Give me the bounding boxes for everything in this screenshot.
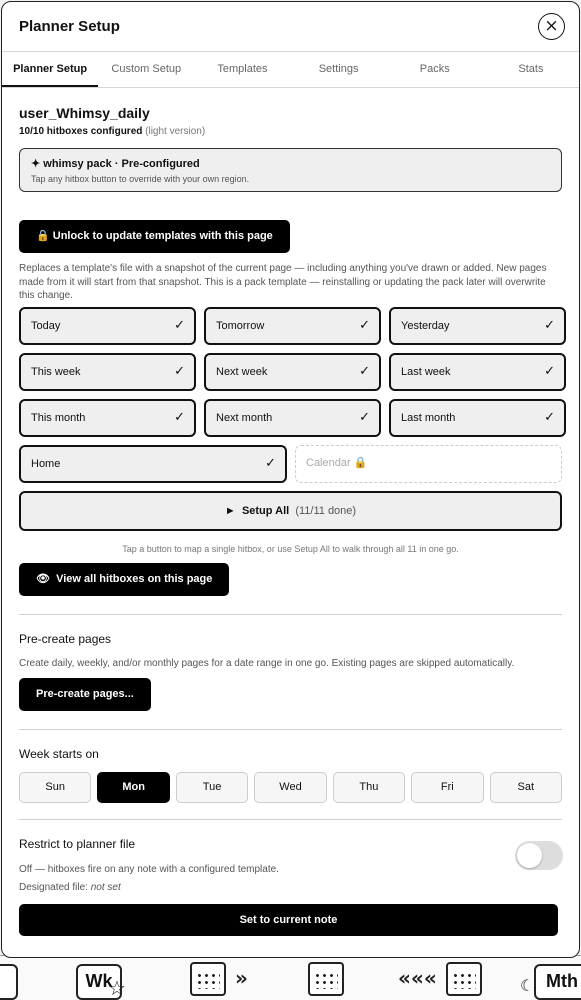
lock-icon: 🔒 [353, 456, 368, 469]
hitbox-label: This week [31, 365, 81, 378]
weekday-sat[interactable]: Sat [490, 772, 562, 803]
setup-all-button[interactable] [19, 491, 562, 531]
pack-box-title-text: whimsy pack · Pre-configured [43, 158, 200, 170]
toggle-knob [517, 843, 542, 868]
weekday-selector [19, 772, 562, 803]
checkmark-icon: ✓ [174, 317, 185, 333]
designated-file-label: Designated file: [19, 881, 88, 893]
hitbox-label: Calendar [306, 456, 351, 469]
restrict-status: Off — hitboxes fire on any note with a configured template. [19, 863, 279, 875]
pack-box-title [31, 157, 550, 170]
hitbox-button-this-month[interactable] [19, 399, 196, 437]
precreate-pages-button[interactable]: Pre-create pages... [19, 678, 151, 711]
modal-content [2, 105, 579, 936]
set-to-current-note-button[interactable]: Set to current note [19, 904, 558, 936]
restrict-title: Restrict to planner file [19, 836, 136, 851]
calendar-doodle-icon [446, 962, 482, 996]
precreate-description: Create daily, weekly, and/or monthly pages for a date range in one go. Existing pages are skipped automatically. [19, 657, 515, 669]
unlock-update-templates-button[interactable] [19, 220, 290, 253]
divider [19, 729, 562, 730]
weekday-mon[interactable]: Mon [97, 772, 169, 803]
configured-status [19, 126, 562, 137]
weekday-tue[interactable]: Tue [176, 772, 248, 803]
background-week-label: Wk [85, 971, 113, 991]
hitbox-button-last-month[interactable] [389, 399, 566, 437]
calendar-doodle-icon [190, 962, 226, 996]
designated-file-value: not set [90, 881, 121, 893]
back-arrows-icon: ««« [398, 966, 437, 990]
designated-file-line [19, 882, 562, 893]
hitbox-label: Home [31, 457, 61, 470]
hitbox-label: This month [31, 411, 86, 424]
pack-info-box [19, 148, 562, 192]
hitbox-label: Yesterday [401, 319, 450, 332]
checkmark-icon: ✓ [544, 317, 555, 333]
hitbox-label: Tomorrow [216, 319, 265, 332]
version-note: (light version) [145, 126, 206, 137]
tab-stats[interactable]: Stats [518, 63, 544, 75]
hitbox-label: Next month [216, 411, 273, 424]
divider [19, 819, 562, 820]
play-icon: ► [224, 504, 236, 517]
restrict-section [19, 837, 562, 893]
hitbox-label: Today [31, 319, 61, 332]
hitbox-label: Next week [216, 365, 268, 378]
view-all-hitboxes-button[interactable] [19, 563, 229, 596]
checkmark-icon: ✓ [544, 409, 555, 425]
restrict-toggle[interactable] [515, 841, 563, 870]
weekday-sun[interactable]: Sun [19, 772, 91, 803]
hitbox-button-next-month[interactable] [204, 399, 381, 437]
pack-box-subtitle: Tap any hitbox button to override with your own region. [31, 174, 250, 184]
sparkle-icon: ✦ [31, 158, 41, 170]
tab-planner-setup[interactable]: Planner Setup [2, 52, 98, 87]
checkmark-icon: ✓ [544, 363, 555, 379]
setup-all-label: Setup All [241, 504, 290, 517]
hitbox-button-tomorrow[interactable] [204, 307, 381, 345]
weekday-thu[interactable]: Thu [333, 772, 405, 803]
configured-count: 10/10 hitboxes configured [19, 126, 143, 137]
modal-title: Planner Setup [19, 18, 120, 35]
setup-all-progress: (11/11 done) [295, 504, 357, 517]
hitbox-label: Last week [401, 365, 451, 378]
unlock-description: Replaces a template's file with a snapshot of the current page — including anything you've drawn or added. New pages made from it will start from that snapshot. This is a pack template — reinstalling or updating the pack later will overwrite this change. [19, 263, 547, 301]
checkmark-icon: ✓ [359, 317, 370, 333]
calendar-doodle-icon [308, 962, 344, 996]
hitbox-grid [19, 307, 562, 437]
tab-packs[interactable]: Packs [419, 63, 450, 75]
hitbox-button-home[interactable] [19, 445, 287, 483]
tab-bar [2, 52, 579, 88]
eye-icon: 👁 [36, 572, 50, 585]
checkmark-icon: ✓ [174, 409, 185, 425]
weekday-fri[interactable]: Fri [411, 772, 483, 803]
hitbox-button-last-week[interactable] [389, 353, 566, 391]
pack-name: user_Whimsy_daily [19, 105, 150, 121]
modal-header [2, 2, 579, 52]
close-icon[interactable]: × [538, 13, 565, 40]
star-icon: ☆ [108, 976, 126, 1000]
checkmark-icon: ✓ [359, 363, 370, 379]
tab-templates[interactable]: Templates [217, 63, 268, 75]
checkmark-icon: ✓ [359, 409, 370, 425]
unlock-button-label: Unlock to update templates with this page [52, 230, 273, 242]
hitbox-button-calendar-locked [295, 445, 562, 483]
background-tile-left-edge [0, 964, 18, 1000]
view-all-label: View all hitboxes on this page [56, 572, 213, 585]
background-month-tile [534, 964, 581, 1000]
tab-custom-setup[interactable]: Custom Setup [111, 63, 182, 75]
planner-setup-modal [1, 1, 580, 958]
setup-hint: Tap a button to map a single hitbox, or use Setup All to walk through all 11 in one go. [122, 543, 459, 554]
weekday-wed[interactable]: Wed [254, 772, 326, 803]
precreate-title: Pre-create pages [19, 631, 112, 646]
background-month-label: Mth [546, 971, 578, 991]
hitbox-button-next-week[interactable] [204, 353, 381, 391]
checkmark-icon: ✓ [174, 363, 185, 379]
moon-icon: ☾ [520, 976, 535, 995]
week-start-title: Week starts on [19, 746, 99, 761]
hitbox-button-this-week[interactable] [19, 353, 196, 391]
forward-arrows-icon: » [235, 966, 248, 990]
hitbox-button-today[interactable] [19, 307, 196, 345]
tab-settings[interactable]: Settings [318, 63, 359, 75]
divider [19, 614, 562, 615]
hitbox-label: Last month [401, 411, 456, 424]
hitbox-row-home-calendar [19, 445, 562, 483]
checkmark-icon: ✓ [265, 455, 276, 471]
lock-icon: 🔒 [36, 230, 50, 242]
hitbox-button-yesterday[interactable] [389, 307, 566, 345]
background-planner-strip [0, 955, 581, 1000]
